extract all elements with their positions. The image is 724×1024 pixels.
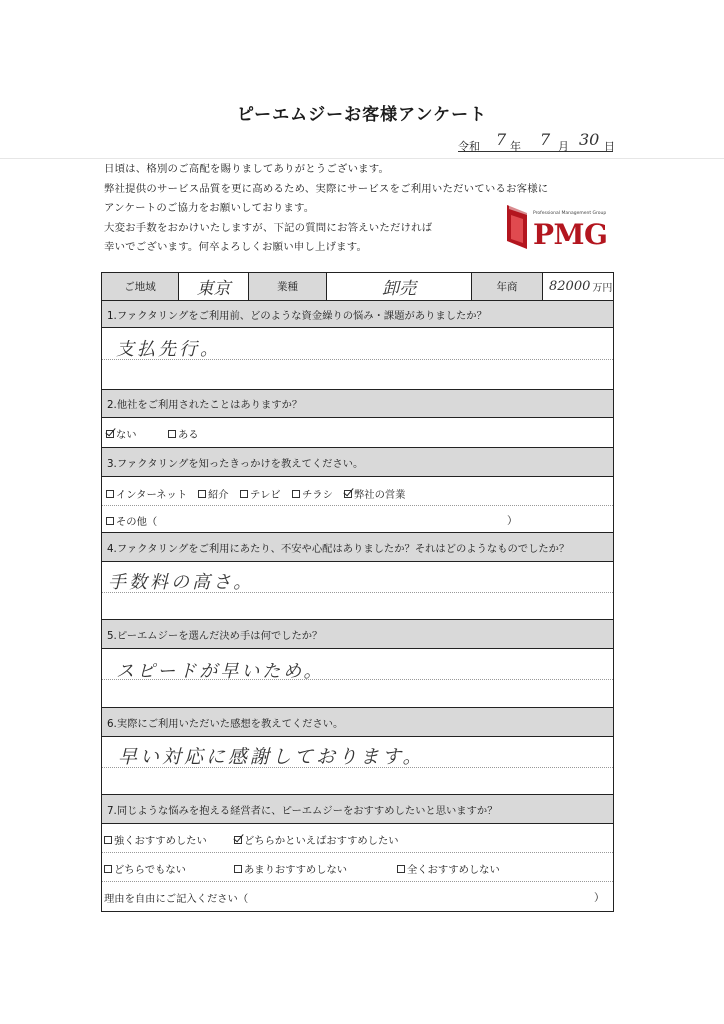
q7-option-neutral[interactable] bbox=[104, 861, 186, 876]
q2-options bbox=[102, 417, 613, 447]
day-value: 30 bbox=[579, 130, 600, 149]
q7-option-not-much[interactable] bbox=[234, 861, 347, 876]
q7-option-strongly[interactable] bbox=[104, 832, 207, 847]
q3-question: 3.ファクタリングを知ったきっかけを教えてください。 bbox=[102, 447, 613, 476]
q6-answer-area[interactable] bbox=[102, 736, 613, 794]
q5-question: 5.ピーエムジーを選んだ決め手は何でしたか？ bbox=[102, 619, 613, 648]
close-paren: ） bbox=[507, 515, 518, 527]
q4-question: 4.ファクタリングをご利用にあたり、不安や心配はありましたか？それはどのようなものでしたか？ bbox=[102, 532, 613, 561]
option-label: インターネット bbox=[116, 489, 188, 501]
option-label: テレビ bbox=[250, 489, 281, 501]
revenue-label: 年商 bbox=[471, 273, 542, 300]
answer-rule bbox=[102, 679, 613, 680]
pmg-logo bbox=[505, 203, 608, 253]
q6-question: 6.実際にご利用いただいた感想を教えてください。 bbox=[102, 707, 613, 736]
q2-question: 2.他社をご利用されたことはありますか？ bbox=[102, 389, 613, 417]
revenue-value: 82000 bbox=[549, 279, 591, 294]
day-unit: 日 bbox=[604, 140, 615, 153]
answer-rule bbox=[102, 505, 613, 506]
q1-answer: 支払先行。 bbox=[116, 339, 221, 360]
option-label: 強くおすすめしたい bbox=[114, 835, 207, 847]
checkbox[interactable] bbox=[168, 430, 176, 438]
q3-option-tv[interactable] bbox=[240, 486, 281, 501]
q7-reason-field[interactable] bbox=[104, 890, 248, 905]
survey-title: ピーエムジーお客様アンケート bbox=[236, 105, 488, 125]
q5-answer: スピードが早いため。 bbox=[116, 661, 325, 682]
option-label: 紹介 bbox=[208, 489, 229, 501]
option-label: どちらでもない bbox=[114, 864, 186, 876]
q4-answer-area[interactable] bbox=[102, 561, 613, 619]
q7-options bbox=[102, 823, 613, 911]
checkbox[interactable] bbox=[106, 517, 114, 525]
industry-label: 業種 bbox=[248, 273, 326, 300]
answer-rule bbox=[102, 359, 613, 360]
divider bbox=[0, 158, 724, 159]
option-label: どちらかといえばおすすめしたい bbox=[244, 835, 399, 847]
era-label: 令和 bbox=[458, 140, 480, 153]
checkbox-checked[interactable] bbox=[106, 430, 114, 438]
intro-text bbox=[104, 160, 549, 258]
option-label: その他（ bbox=[116, 516, 158, 528]
q6-answer: 早い対応に感謝しております。 bbox=[118, 746, 425, 768]
checkbox[interactable] bbox=[397, 865, 405, 873]
checkbox[interactable] bbox=[104, 865, 112, 873]
checkbox[interactable] bbox=[234, 865, 242, 873]
survey-form bbox=[101, 272, 614, 912]
q3-option-internet[interactable] bbox=[106, 486, 187, 501]
q2-option-none[interactable] bbox=[106, 426, 137, 441]
revenue-field[interactable] bbox=[542, 273, 613, 300]
checkbox[interactable] bbox=[104, 836, 112, 844]
q7-question: 7.同じような悩みを抱える経営者に、ピーエムジーをおすすめしたいと思いますか？ bbox=[102, 794, 613, 823]
q7-option-not-at-all[interactable] bbox=[397, 861, 500, 876]
intro-line: 弊社提供のサービス品質を更に高めるため、実際にサービスをご利用いただいているお客様に bbox=[104, 182, 549, 195]
month-unit: 月 bbox=[558, 140, 569, 153]
q3-option-sales[interactable] bbox=[344, 486, 405, 501]
info-row bbox=[102, 273, 613, 300]
answer-rule bbox=[102, 852, 613, 853]
intro-line: 大変お手数をおかけいたしますが、下記の質問にお答えいただければ bbox=[104, 221, 433, 234]
date-field bbox=[458, 132, 613, 152]
q5-answer-area[interactable] bbox=[102, 648, 613, 707]
q3-option-other[interactable] bbox=[106, 513, 157, 528]
checkbox[interactable] bbox=[292, 490, 300, 498]
intro-line: アンケートのご協力をお願いしております。 bbox=[104, 202, 315, 214]
month-value: 7 bbox=[540, 130, 551, 149]
checkbox[interactable] bbox=[198, 490, 206, 498]
option-label: ない bbox=[116, 429, 137, 441]
reason-label: 理由を自由にご記入ください（ bbox=[104, 893, 249, 905]
option-label: 弊社の営業 bbox=[354, 489, 406, 501]
industry-value[interactable]: 卸売 bbox=[326, 273, 471, 300]
q3-options bbox=[102, 476, 613, 532]
intro-line: 幸いでございます。何卒よろしくお願い申し上げます。 bbox=[104, 241, 368, 253]
year-unit: 年 bbox=[510, 140, 521, 153]
q1-question: 1.ファクタリングをご利用前、どのような資金繰りの悩み・課題がありましたか？ bbox=[102, 300, 613, 327]
intro-line: 日頃は、格別のご高配を賜りましてありがとうございます。 bbox=[104, 163, 390, 175]
answer-rule bbox=[102, 881, 613, 882]
logo-text: PMG bbox=[533, 218, 608, 251]
option-label: チラシ bbox=[302, 489, 333, 501]
q3-option-flyer[interactable] bbox=[292, 486, 333, 501]
checkbox[interactable] bbox=[106, 490, 114, 498]
q7-option-somewhat[interactable] bbox=[234, 832, 399, 847]
checkbox-checked[interactable] bbox=[344, 490, 352, 498]
revenue-unit: 万円 bbox=[592, 283, 613, 294]
region-label: ご地域 bbox=[102, 273, 178, 300]
q2-option-yes[interactable] bbox=[168, 426, 199, 441]
option-label: 全くおすすめしない bbox=[407, 864, 500, 876]
q3-option-referral[interactable] bbox=[198, 486, 229, 501]
logo-subtitle: Professional Management Group bbox=[533, 211, 607, 216]
q4-answer: 手数料の高さ。 bbox=[108, 572, 255, 593]
year-value: 7 bbox=[496, 130, 507, 149]
answer-rule bbox=[102, 592, 613, 593]
region-value[interactable]: 東京 bbox=[178, 273, 248, 300]
option-label: ある bbox=[178, 429, 199, 441]
close-paren: ） bbox=[594, 892, 605, 904]
q1-answer-area[interactable] bbox=[102, 327, 613, 389]
option-label: あまりおすすめしない bbox=[244, 864, 348, 876]
logo-mark-icon bbox=[505, 203, 531, 251]
checkbox-checked[interactable] bbox=[234, 836, 242, 844]
answer-rule bbox=[102, 767, 613, 768]
checkbox[interactable] bbox=[240, 490, 248, 498]
